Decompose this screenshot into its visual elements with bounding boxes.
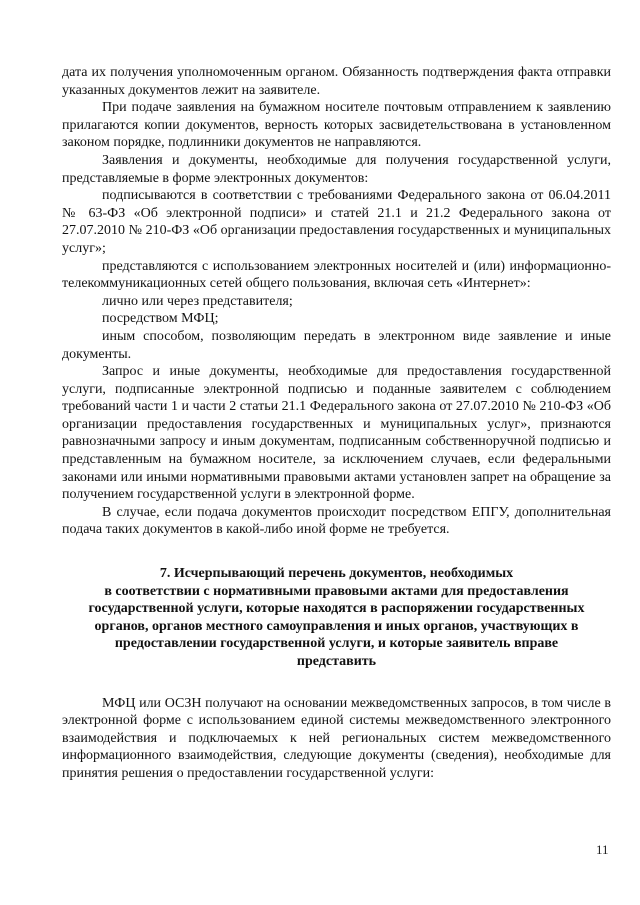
paragraph: При подаче заявления на бумажном носителе почтовым отправлением к заявлению прилагаются копии документов, верность которых засвидетельствована в установленном законом порядке, подлинники документов не направляются.: [62, 100, 611, 151]
paragraph: МФЦ или ОСЗН получают на основании межведомственных запросов, в том числе в электронной форме с использованием единой системы межведомственного электронного взаимодействия и подключаемых к ней региональных систем межведомственного информационного взаимодействия, следующие документы (сведения), необходимые для принятия решения о предоставлении государственной услуги:: [62, 695, 611, 781]
list-item: лично или через представителя;: [102, 293, 293, 309]
heading-line: органов, органов местного самоуправления и иных органов, участвующих в: [94, 618, 579, 634]
paragraph: Заявления и документы, необходимые для получения государственной услуги, представляемые в форме электронных документов:: [62, 152, 611, 186]
heading-line: 7. Исчерпывающий перечень документов, необходимых: [159, 566, 514, 582]
heading-line: в соответствии с нормативными правовыми актами для предоставления: [104, 583, 569, 599]
heading-line: представить: [296, 654, 377, 669]
heading-line: предоставлении государственной услуги, и которые заявитель вправе: [114, 636, 559, 652]
paragraph: В случае, если подача документов происходит посредством ЕПГУ, дополнительная подача таких документов в какой-либо иной форме не требуется.: [62, 504, 611, 538]
body-text-top: [62, 64, 611, 539]
list-item: иным способом, позволяющим передать в электронном виде заявление и иные документы.: [62, 328, 611, 362]
paragraph: представляются с использованием электронных носителей и (или) информационно-телекоммуникационных сетей общего пользования, включая сеть «Интернет»:: [62, 258, 611, 292]
paragraph: подписываются в соответствии с требованиями Федерального закона от 06.04.2011 № 63-ФЗ «Об электронной подписи» и статей 21.1 и 21.2 Федерального закона от 27.07.2010 № 210-ФЗ «Об организации предоставления государственных и муниципальных услуг»;: [62, 188, 611, 256]
page-number: 11: [596, 842, 609, 857]
paragraph: Запрос и иные документы, необходимые для предоставления государственной услуги, подписанные электронной подписью и поданные заявителем с соблюдением требований части 1 и части 2 статьи 21.1 Федерального закона от 27.07.2010 № 210-ФЗ «Об организации предоставления государственных и муниципальных услуг», признаются равнозначными запросу и иным документам, подписанным собственноручной подписью и представленным на бумажном носителе, за исключением случаев, если федеральными законами или иными нормативными правовыми актами установлен запрет на обращение за получением государственной услуги в электронной форме.: [62, 364, 611, 503]
document-page: [62, 64, 611, 783]
section-heading: [62, 565, 611, 671]
heading-line: государственной услуги, которые находятся в распоряжении государственных: [88, 601, 585, 617]
list-item: посредством МФЦ;: [102, 311, 219, 327]
paragraph: дата их получения уполномоченным органом. Обязанность подтверждения факта отправки указанных документов лежит на заявителе.: [62, 65, 611, 98]
